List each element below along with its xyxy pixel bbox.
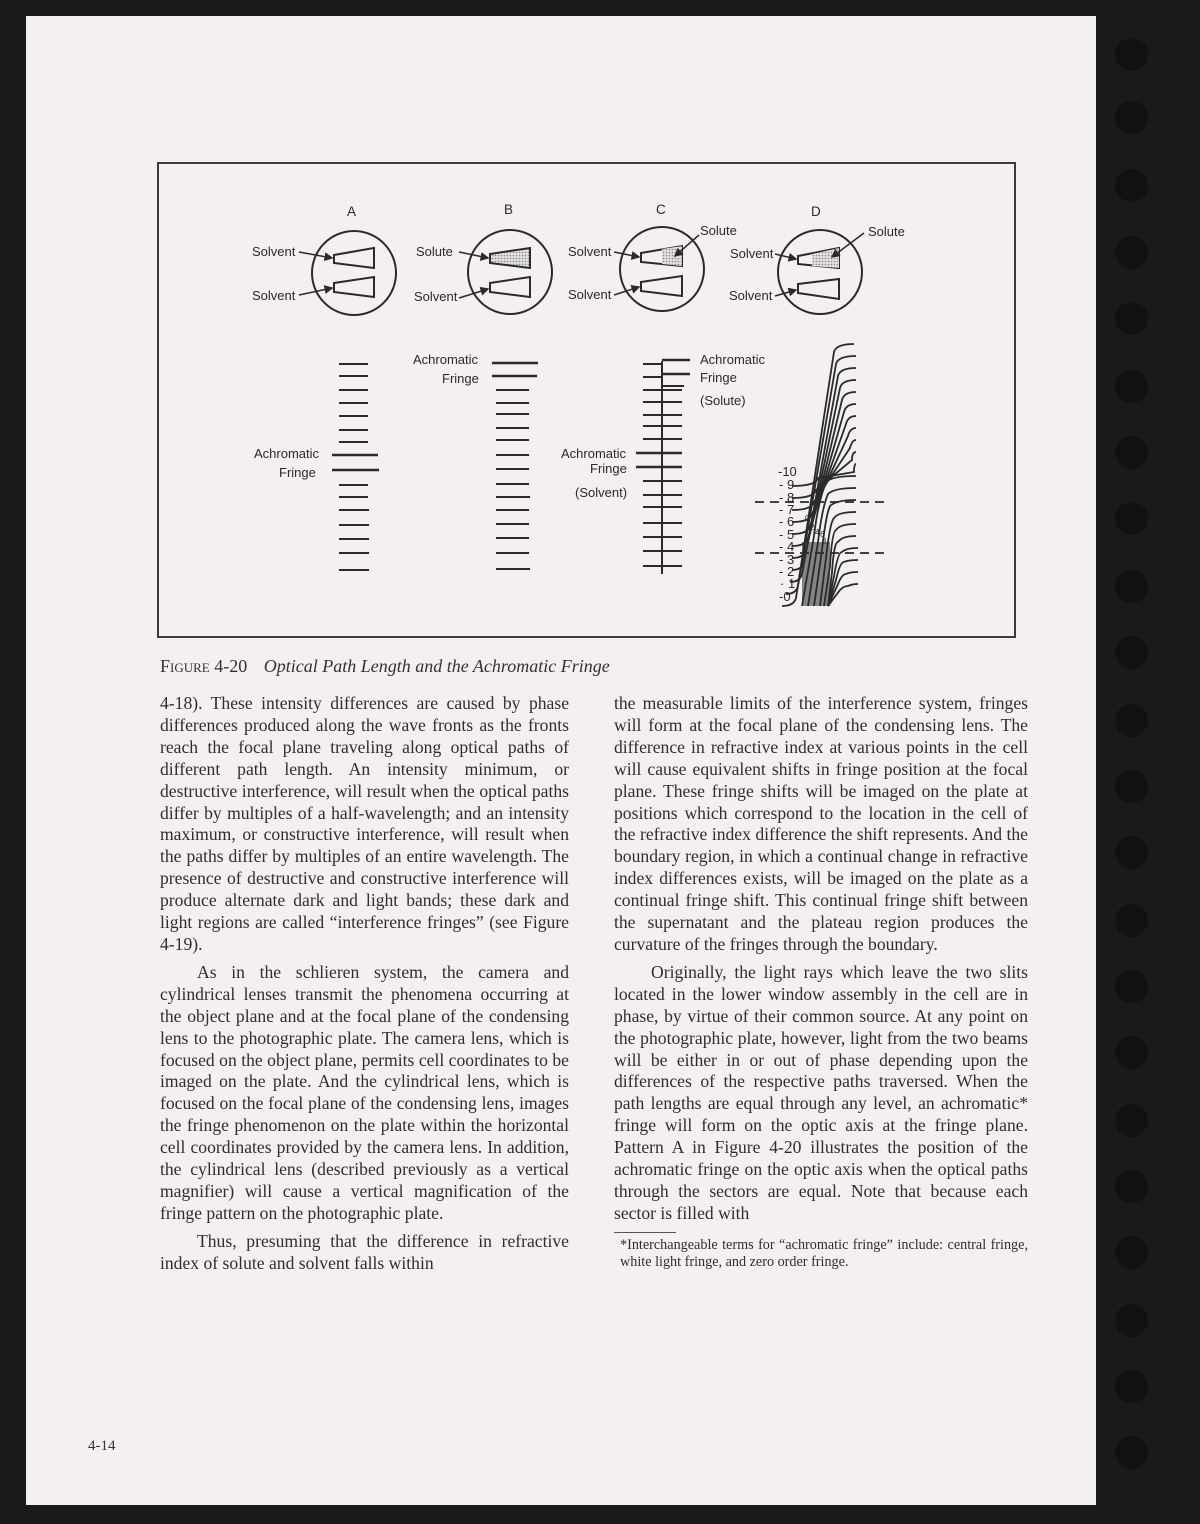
inner-label: 8 (822, 537, 827, 546)
figure-diagram (159, 164, 1018, 640)
binder-hole-icon (1115, 970, 1148, 1003)
cell-d-icon (775, 230, 864, 314)
order-label: - 7 (779, 502, 795, 517)
cell-b-icon (459, 230, 552, 314)
label-achromatic-fringe: Fringe (279, 465, 316, 480)
footnote: *Interchangeable terms for “achromatic fringe” include: central fringe, white light fringe, and zero order fringe. (620, 1236, 1028, 1270)
binder-hole-icon (1115, 904, 1148, 937)
binder-hole-icon (1115, 502, 1148, 535)
binder-hole-icon (1115, 570, 1148, 603)
label-solute: Solute (700, 223, 737, 238)
pattern-a-fringes (332, 364, 379, 570)
binder-hole-icon (1115, 169, 1148, 202)
label-achromatic-fringe-solute: Fringe (700, 370, 737, 385)
order-label: - 2 (779, 564, 795, 579)
inner-label: 4 (815, 528, 820, 537)
label-solvent: Solvent (730, 246, 774, 261)
figure-title: Optical Path Length and the Achromatic Fringe (263, 656, 610, 676)
binder-hole-icon (1115, 1370, 1148, 1403)
order-label: - 4 (779, 539, 795, 554)
cell-c-icon (614, 227, 704, 311)
label-achromatic-fringe-solute: (Solute) (700, 393, 746, 408)
order-label: -0 (779, 589, 791, 604)
binder-hole-icon (1115, 436, 1148, 469)
label-achromatic-fringe: Fringe (442, 371, 479, 386)
label-achromatic-fringe-solvent: Fringe (590, 461, 627, 476)
label-solute: Solute (868, 224, 905, 239)
footnote-divider (614, 1232, 676, 1233)
figure-caption (160, 656, 610, 677)
binder-hole-icon (1115, 1304, 1148, 1337)
panel-a-letter: A (347, 204, 357, 219)
paragraph: 4-18). These intensity differences are caused by phase differences produced along the wave fronts as the fronts reach the focal plane traveling along optical paths of different path length. An intensity minimum, or destructive interference, will result when the optical paths differ by multiples of a half-wavelength; and an intensity maximum, or constructive interference, will result when the paths differ by multiples of an entire wavelength. The presence of destructive and constructive interference will produce alternate dark and light bands; these dark and light regions are called “interference fringes” (see Figure 4-19). (160, 693, 569, 954)
paragraph: Originally, the light rays which leave the two slits located in the lower window assembly in the cell are in phase, by virtue of their common source. At any point on the photographic plate, however, light from the two beams will be either in or out of phase depending upon the differences of the respective paths traversed. When the path lengths are equal through any level, an achromatic* fringe will form on the optic axis at the fringe plane. Pattern A in Figure 4-20 illustrates the position of the achromatic fringe on the optic axis when the optical paths through the sectors are equal. Note that because each sector is filled with (614, 961, 1028, 1223)
panel-c-letter: C (656, 202, 666, 217)
binder-hole-icon (1115, 704, 1148, 737)
inner-label: 0 (805, 514, 810, 523)
panel-d-letter: D (811, 204, 821, 219)
order-label: - 6 (779, 514, 795, 529)
dense-fringe-region (802, 542, 830, 606)
label-solute: Solute (416, 244, 453, 259)
label-solvent: Solvent (252, 244, 296, 259)
panel-b-letter: B (504, 202, 514, 217)
label-achromatic-fringe: Achromatic (254, 446, 320, 461)
paragraph: the measurable limits of the interference system, fringes will form at the focal plane of the condensing lens. The difference in refractive index at various points in the cell will cause equivalent shifts in fringe position at the focal plane. These fringe shifts will be imaged on the plate at positions which correspond to the location in the cell of the refractive index difference the shift represents. And the boundary region, in which a continual change in refractive index differences exists, will be imaged on the plate as a continual fringe shift. This continual fringe shift between the supernatant and the plateau region produces the curvature of the fringes through the boundary. (614, 693, 1028, 954)
order-label: · 1 (780, 576, 796, 591)
label-achromatic-fringe-solute: Achromatic (700, 352, 766, 367)
label-solvent: Solvent (568, 244, 612, 259)
left-column (160, 693, 569, 1275)
binder-hole-icon (1115, 236, 1148, 269)
inner-label: 6 (820, 530, 825, 539)
order-label: - 8 (779, 490, 795, 505)
label-solvent: Solvent (568, 287, 612, 302)
binder-hole-icon (1115, 1236, 1148, 1269)
order-label: - 9 (779, 477, 795, 492)
label-achromatic-fringe-solvent: Achromatic (561, 446, 627, 461)
inner-label: 2 (810, 523, 815, 532)
pattern-c-fringes (636, 360, 690, 574)
binder-hole-icon (1115, 1036, 1148, 1069)
fringe-order-labels (778, 464, 797, 604)
paragraph: Thus, presuming that the difference in refractive index of solute and solvent falls within (160, 1230, 569, 1273)
binder-hole-icon (1115, 1436, 1148, 1469)
pattern-b-fringes (492, 363, 538, 569)
label-achromatic-fringe-solvent: (Solvent) (575, 485, 628, 500)
right-column (614, 693, 1028, 1271)
order-label: - 5 (779, 527, 795, 542)
order-label: -10 (778, 464, 797, 479)
figure-number: Figure 4-20 (160, 656, 248, 676)
cell-a-icon (299, 231, 396, 315)
paragraph: As in the schlieren system, the camera and cylindrical lenses transmit the phenomena occurring at the object plane and at the focal plane of the condensing lens to the photographic plate. The camera lens, which is focused on the object plane, permits cell coordinates to be imaged on the plate. And the cylindrical lens, which is focused on the focal plane of the condensing lens, images the fringe phenomenon on the plate within the horizontal cell coordinates provided by the camera lens. In addition, the cylindrical lens (described previously as a vertical magnifier) will cause a vertical magnification of the fringe pattern on the photographic plate. (160, 961, 569, 1223)
binder-hole-icon (1115, 101, 1148, 134)
binder-hole-icon (1115, 836, 1148, 869)
order-label: - 3 (779, 552, 795, 567)
figure-4-20 (157, 162, 1016, 638)
label-solvent: Solvent (252, 288, 296, 303)
binder-hole-icon (1115, 770, 1148, 803)
label-solvent: Solvent (729, 288, 773, 303)
binder-hole-icon (1115, 1104, 1148, 1137)
binder-hole-icon (1115, 1170, 1148, 1203)
binder-hole-icon (1115, 370, 1148, 403)
label-achromatic-fringe: Achromatic (413, 352, 479, 367)
label-solvent: Solvent (414, 289, 458, 304)
page-number: 4-14 (88, 1438, 116, 1454)
binder-hole-icon (1115, 636, 1148, 669)
binder-hole-icon (1115, 302, 1148, 335)
binder-hole-icon (1115, 38, 1148, 71)
